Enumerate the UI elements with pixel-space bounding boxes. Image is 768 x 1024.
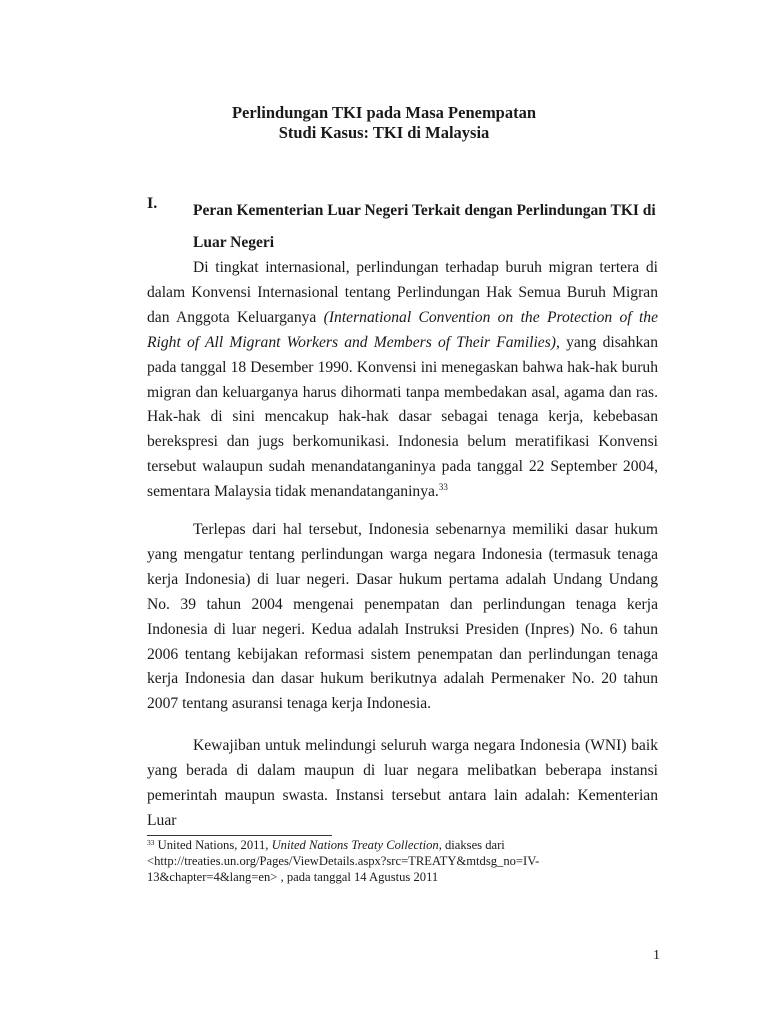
footnote-number: 33 <box>147 838 155 847</box>
footnote-url-line-1[interactable]: <http://treaties.un.org/Pages/ViewDetails.aspx?src=TREATY&mtdsg_no=IV- <box>147 854 540 868</box>
footnote-text-b: , diakses dari <box>438 838 505 852</box>
paragraph-3: Kewajiban untuk melindungi seluruh warga negara Indonesia (WNI) baik yang berada di dalam maupun di luar negara melibatkan beberapa instansi pemerintah maupun swasta. Instansi tersebut antara lain adalah: Kementerian Luar <box>147 737 658 829</box>
section-number: I. <box>147 195 158 212</box>
footnote-text-a: United Nations, 2011, <box>154 838 272 852</box>
section-heading: Peran Kementerian Luar Negeri Terkait dengan Perlindungan TKI di Luar Negeri <box>193 202 656 251</box>
paragraph-1-text-b: yang disahkan pada tanggal 18 Desember 1990. Konvensi ini menegaskan bahwa hak-hak buruh migran dan keluarganya harus dihormati tanpa membedakan asal, agama dan ras. Hak-hak di sini mencakup hak-hak dasar sebagai tenaga kerja, kebebasan berekspresi dan jugs berkomunikasi. Indonesia belum meratifikasi Konvensi tersebut walaupun sudah menandatanganinya pada tanggal 22 September 2004, sementara Malaysia tidak menandatanganinya. <box>147 333 658 501</box>
paragraph-2: Terlepas dari hal tersebut, Indonesia sebenarnya memiliki dasar hukum yang mengatur tentang perlindungan warga negara Indonesia (termasuk tenaga kerja Indonesia) di luar negeri. Dasar hukum pertama adalah Undang Undang No. 39 tahun 2004 mengenai penempatan dan perlindungan tenaga kerja Indonesia di luar negeri. Kedua adalah Instruksi Presiden (Inpres) No. 6 tahun 2006 tentang kebijakan reformasi sistem penempatan dan perlindungan tenaga kerja Indonesia dan dasar hukum berikutnya adalah Permenaker No. 20 tahun 2007 tentang asuransi tenaga kerja Indonesia. <box>147 521 658 713</box>
footnote-separator <box>147 835 332 836</box>
page-number: 1 <box>653 948 660 963</box>
footnote-italic-title: United Nations Treaty Collection <box>271 838 439 852</box>
footnote <box>147 837 647 885</box>
paragraph-1-text-a: Di tingkat internasional, perlindungan terhadap buruh migran tertera di dalam Konvensi Internasional tentang Perlindungan Hak Semua Buruh Migran dan Anggota Keluarganya <box>147 259 658 326</box>
document-title-line-1: Perlindungan TKI pada Masa Penempatan <box>231 103 537 122</box>
footnote-url-line-2: 13&chapter=4&lang=en> , pada tanggal 14 Agustus 2011 <box>147 870 439 884</box>
footnote-line-1 <box>147 837 647 853</box>
document-title-line-2: Studi Kasus: TKI di Malaysia <box>278 123 490 142</box>
paragraph-1-italic: (International Convention on the Protection of the Right of All Migrant Workers and Members of Their Families), <box>147 308 658 351</box>
footnote-reference[interactable]: 33 <box>438 482 448 493</box>
paragraph-1 <box>147 256 658 505</box>
